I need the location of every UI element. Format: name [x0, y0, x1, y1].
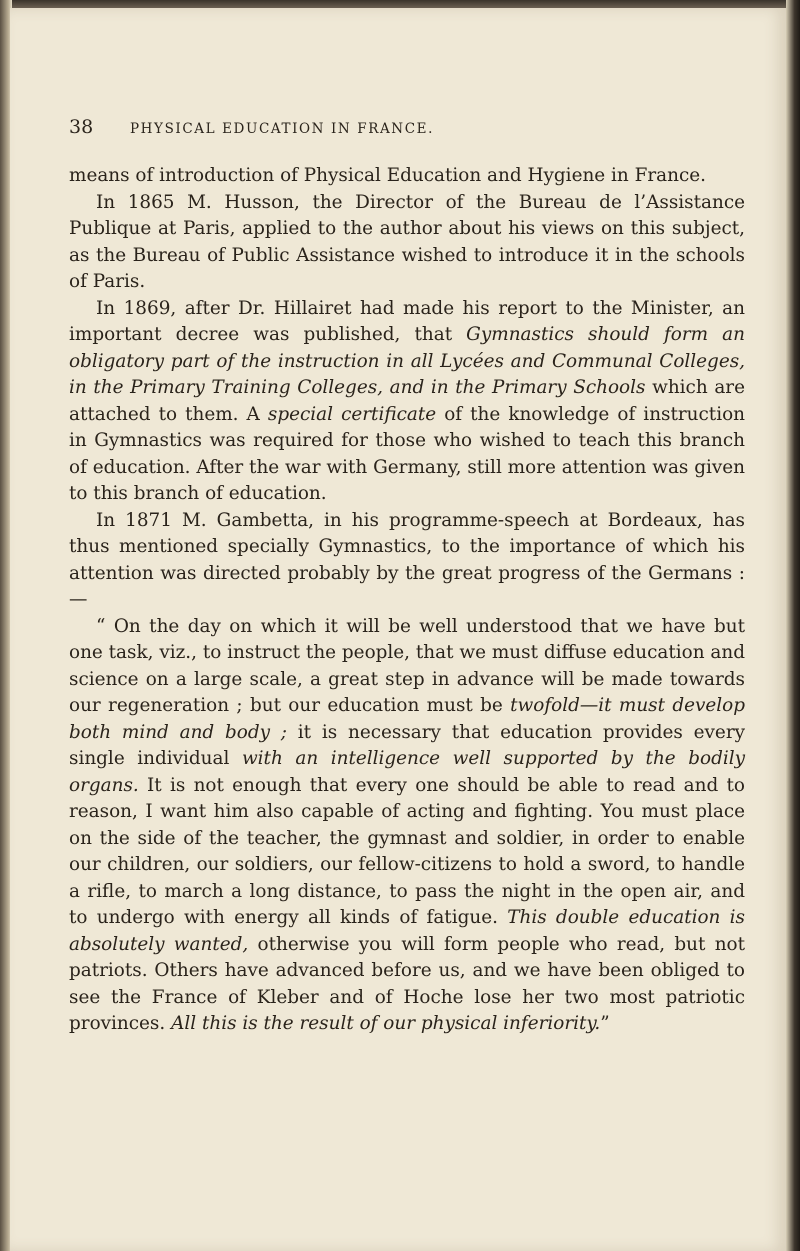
text-run: which are attached to them. A [69, 377, 745, 425]
text-run: In 1869, after Dr. Hillairet had made his report to the Minister, an important decree was published, that [69, 297, 745, 345]
text-run: ” [600, 1013, 610, 1034]
paragraph-decree-1869 [69, 296, 745, 508]
text-run: otherwise you will form people who read, but not patriots. Others have advanced before us, and we have been obliged to see the France of Kleber and of Hoche lose her two most patriotic provinces. [69, 933, 745, 1034]
italic-run: All this is the result of our physical inferiority. [171, 1013, 601, 1034]
paragraph-intro-continuation: means of introduction of Physical Education and Hygiene in France. [69, 165, 706, 186]
paragraph-husson: In 1865 M. Husson, the Director of the Bureau de l’Assistance Publique at Paris, applied to the author about his views on this subject, as the Bureau of Public Assistance wished to introduce it in the schools of Paris. [69, 191, 745, 292]
text-run: “ On the day on which it will be well understood that we have but one task, viz., to instruct the people, that we must diffuse education and science on a large scale, a great step in advance will be made towards our regeneration ; but our education must be [69, 615, 745, 716]
paragraph-quotation [69, 614, 745, 1038]
italic-run: This double education is absolutely wanted, [69, 907, 745, 955]
italic-run: Gymnastics should form an obligatory part of the instruction in all Lycées and Communal Colleges, in the Primary Training Colleges, and in the Primary Schools [69, 324, 745, 398]
italic-run: special certificate [267, 403, 437, 425]
page-right-edge [786, 0, 800, 1251]
paragraph-gambetta: In 1871 M. Gambetta, in his programme-speech at Bordeaux, has thus mentioned specially Gymnastics, to the importance of which his attention was directed probably by the great progress of the Germans :— [69, 509, 745, 610]
page-number: 38 [69, 116, 94, 138]
running-head: PHYSICAL EDUCATION IN FRANCE. [130, 121, 434, 137]
body-text [69, 163, 745, 1038]
page-header [69, 116, 739, 142]
text-run: it is necessary that education provides every single individual [69, 721, 745, 769]
page-top-edge [0, 0, 800, 8]
italic-run: twofold—it must develop both mind and body ; [69, 695, 746, 743]
text-run: It is not enough that every one should be able to read and to reason, I want him also capable of acting and fighting. You must place on the side of the teacher, the gymnast and soldier, in order to enable our children, our soldiers, our fellow-citizens to hold a sword, to handle a rifle, to march a long distance, to pass the night in the open air, and to undergo with energy all kinds of fatigue. [69, 774, 745, 928]
text-run: of the knowledge of instruction in Gymnastics was required for those who wished to teach this branch of education. After the war with Germany, still more attention was given to this branch of education. [69, 403, 745, 504]
italic-run: with an intelligence well supported by the bodily organs. [69, 748, 746, 796]
